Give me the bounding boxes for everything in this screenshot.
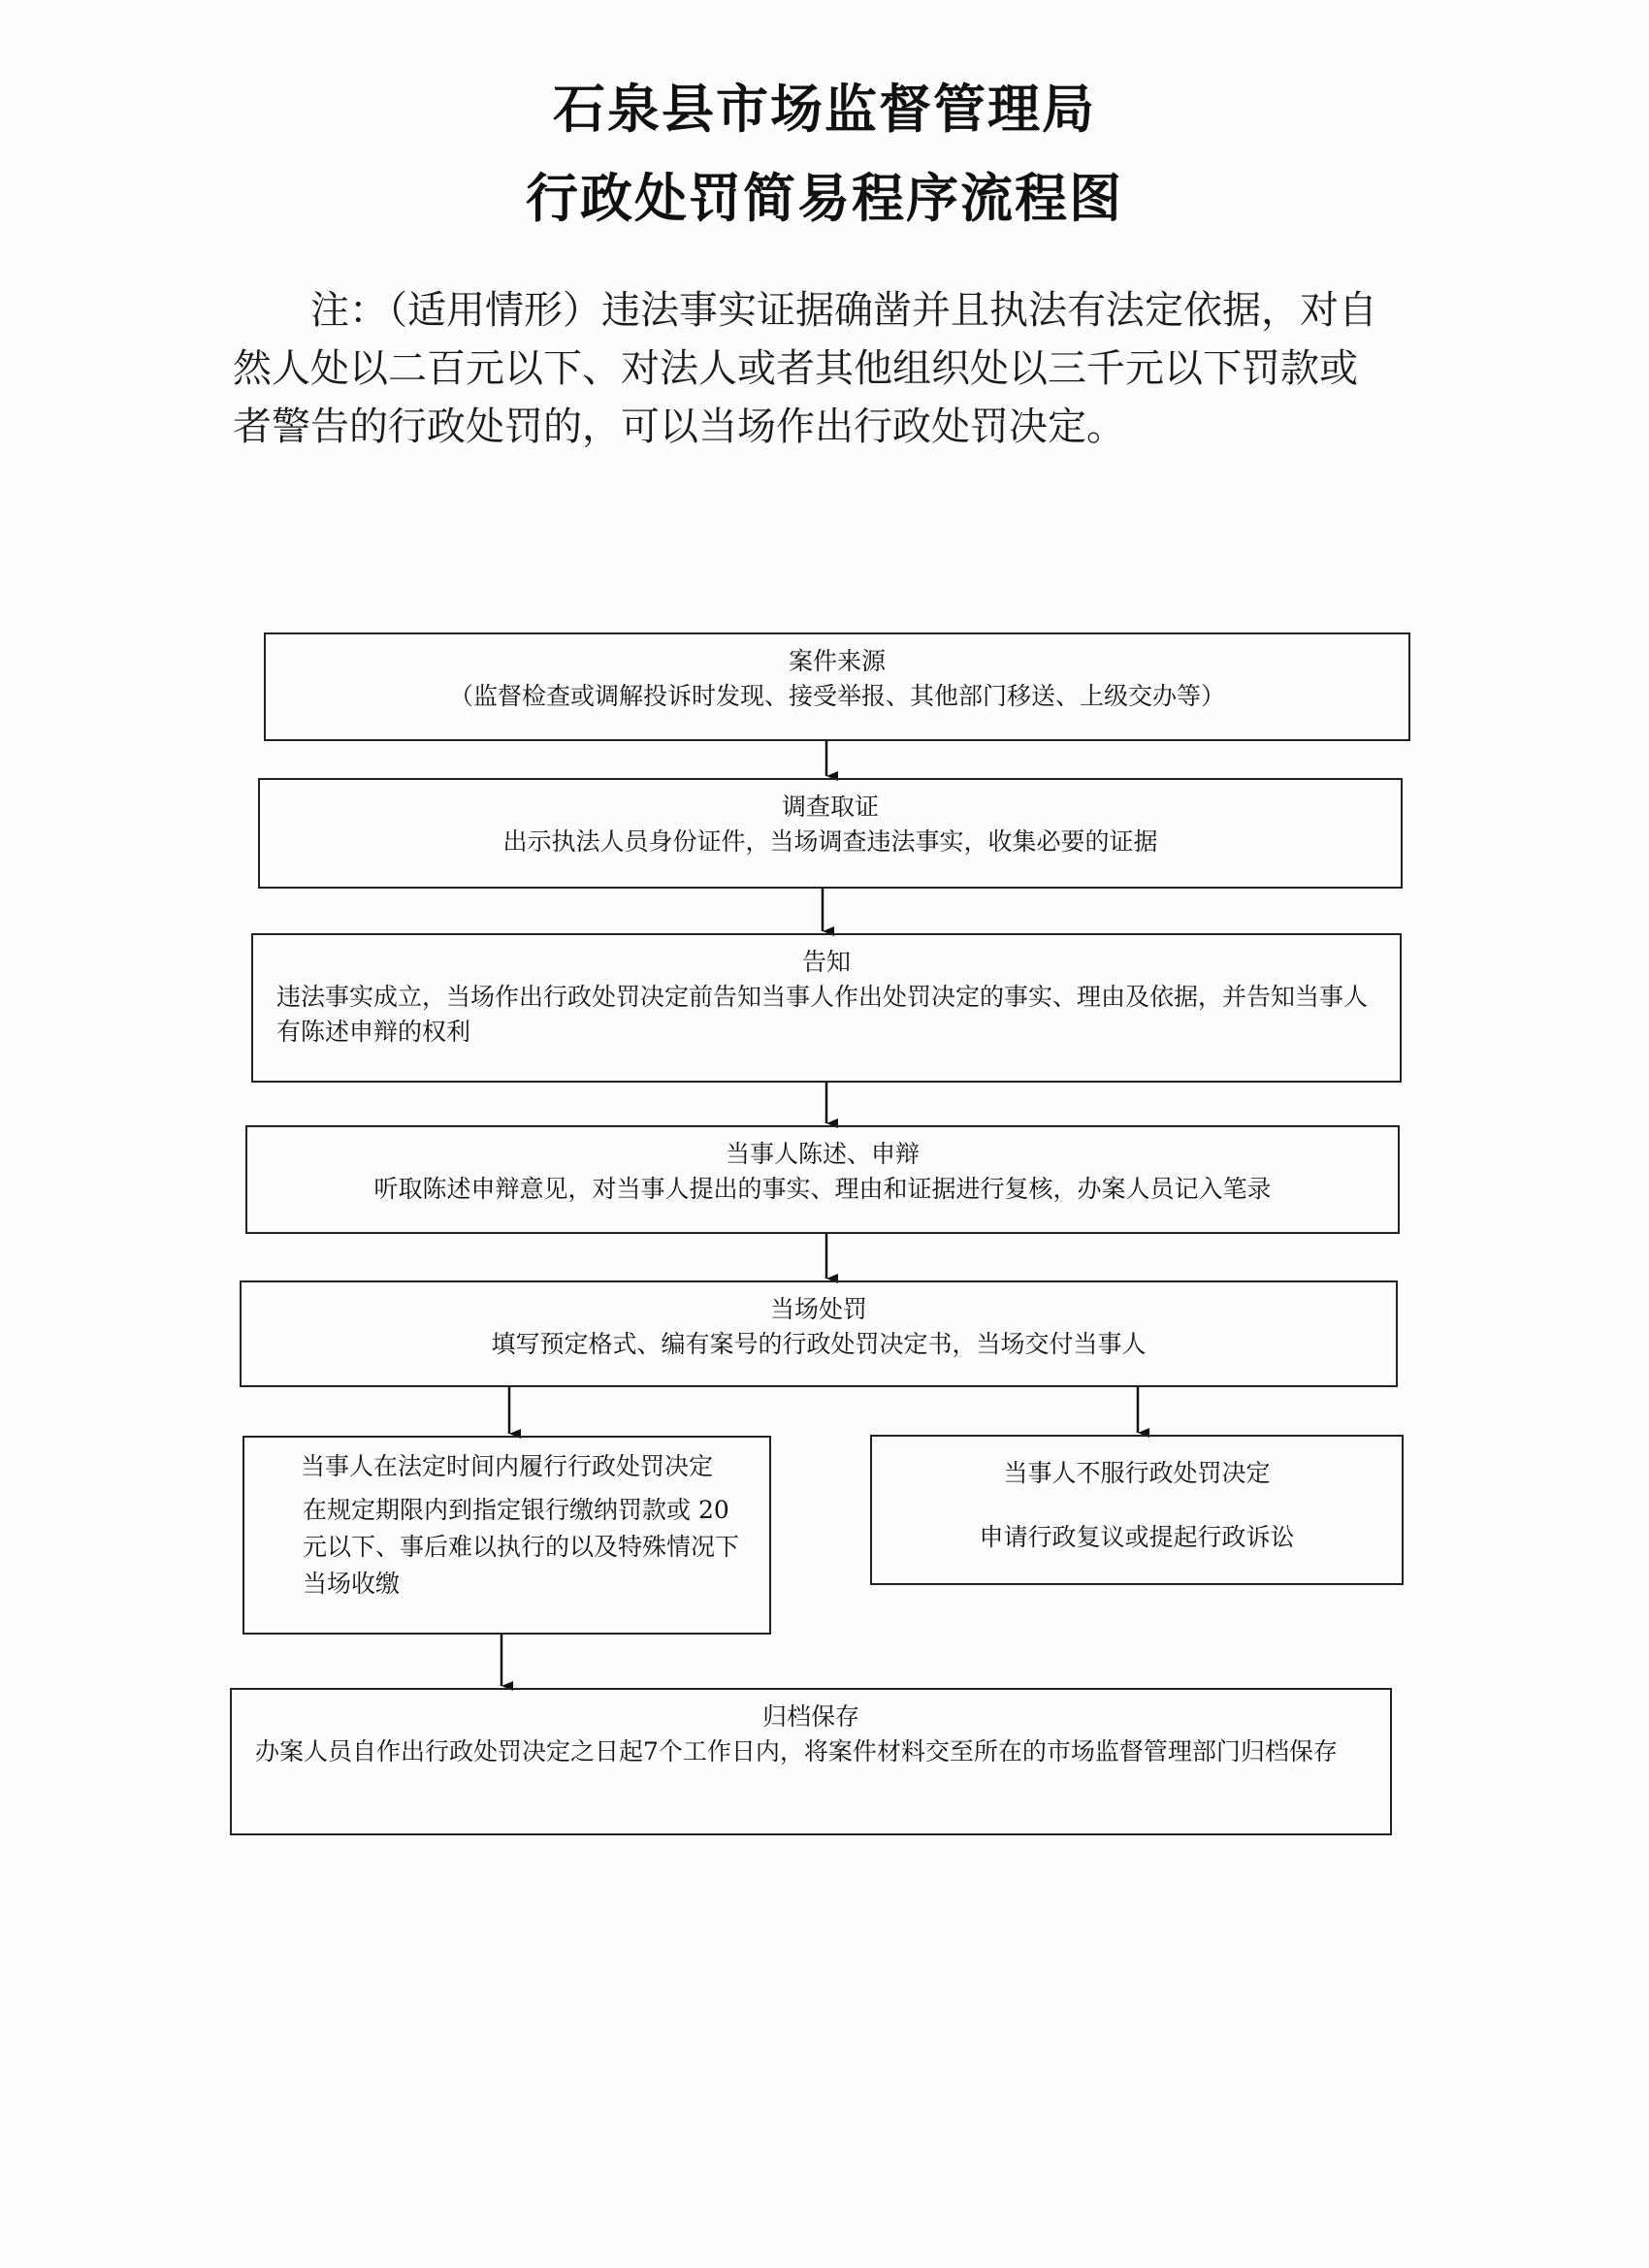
step-object (870, 1435, 1404, 1585)
document-title-line2: 行政处罚简易程序流程图 (526, 168, 1123, 229)
step-investigation-detail: 出示执法人员身份证件，当场调查违法事实，收集必要的证据 (502, 827, 1158, 856)
step-statement-detail: 听取陈述申辩意见，对当事人提出的事实、理由和证据进行复核，办案人员记入笔录 (373, 1175, 1272, 1203)
step-archive-title: 归档保存 (761, 1702, 859, 1731)
step-archive (230, 1688, 1392, 1835)
step-comply (242, 1436, 771, 1635)
step-notification-detail: 违法事实成立，当场作出行政处罚决定前告知当事人作出处罚决定的事实、理由及依据，并告知当事人有陈述申辩的权利 (276, 983, 1369, 1046)
step-object-title: 当事人不服行政处罚决定 (1003, 1459, 1271, 1487)
step-notification (251, 933, 1402, 1083)
step-comply-title: 当事人在法定时间内履行行政处罚决定 (300, 1452, 713, 1480)
step-investigation-title: 调查取证 (781, 793, 879, 821)
step-case-source (264, 632, 1410, 741)
step-case-source-detail: （监督检查或调解投诉时发现、接受举报、其他部门移送、上级交办等） (448, 682, 1225, 710)
step-object-detail: 申请行政复议或提起行政诉讼 (979, 1523, 1295, 1551)
step-notification-title: 告知 (801, 948, 851, 976)
step-case-source-title: 案件来源 (788, 647, 886, 675)
document-title-line1: 石泉县市场监督管理局 (553, 79, 1096, 140)
applicability-note: 注：（适用情形）违法事实证据确凿并且执法有法定依据，对自然人处以二百元以下、对法人或者其他组织处以三千元以下罚款或者警告的行政处罚的，可以当场作出行政处罚决定。 (233, 288, 1377, 449)
step-comply-detail: 在规定期限内到指定银行缴纳罚款或 20 元以下、事后难以执行的以及特殊情况下当场收缴 (303, 1496, 740, 1598)
step-archive-detail: 办案人员自作出行政处罚决定之日起7个工作日内，将案件材料交至所在的市场监督管理部门归档保存 (255, 1737, 1338, 1766)
step-on-site-penalty-title: 当场处罚 (769, 1295, 867, 1323)
step-investigation (258, 778, 1403, 889)
step-statement-title: 当事人陈述、申辩 (725, 1140, 920, 1168)
step-statement (245, 1125, 1400, 1234)
step-on-site-penalty-detail: 填写预定格式、编有案号的行政处罚决定书，当场交付当事人 (491, 1330, 1147, 1358)
step-on-site-penalty (240, 1280, 1398, 1387)
